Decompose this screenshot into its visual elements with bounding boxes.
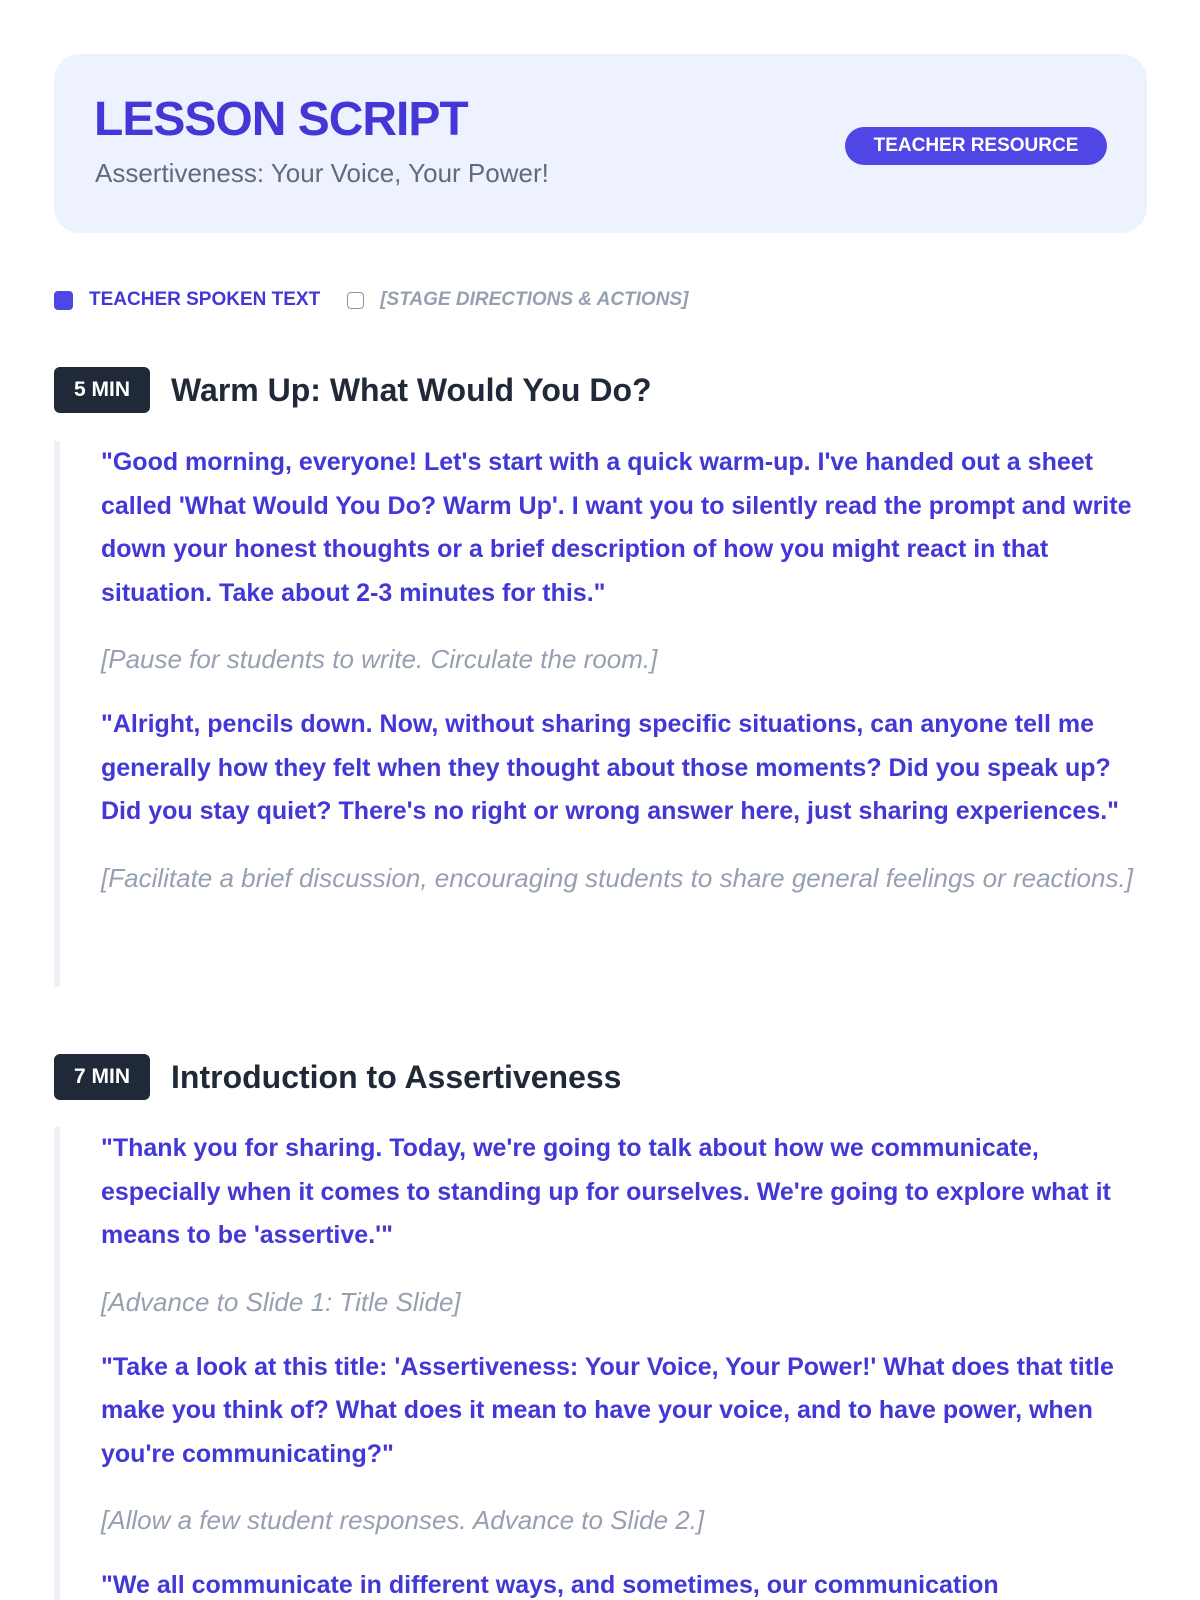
section-header-introduction [54,1054,621,1100]
spoken-text: "Thank you for sharing. Today, we're going to talk about how we communicate, especially when it comes to standing up for ourselves. We're going to explore what it means to be 'assertive.'" [101,1134,1111,1249]
legend [54,288,688,312]
teacher-resource-badge: TEACHER RESOURCE [845,127,1107,165]
lesson-subtitle: Assertiveness: Your Voice, Your Power! [95,158,549,188]
stage-direction: [Advance to Slide 1: Title Slide] [101,1286,461,1317]
legend-spoken-label: TEACHER SPOKEN TEXT [89,289,321,310]
stage-direction: [Allow a few student responses. Advance to Slide 2.] [101,1505,705,1535]
section-header-warm-up [54,367,652,413]
spoken-text: "We all communicate in different ways, and sometimes, our communication [101,1571,999,1599]
stage-directions-swatch [347,292,364,309]
stage-direction: [Facilitate a brief discussion, encouraging students to share general feelings or reactions.] [101,862,1133,893]
script-block-warm-up [54,441,1147,987]
time-badge: 5 MIN [54,367,150,413]
script-block-introduction [54,1127,1147,1600]
legend-stage-label: [STAGE DIRECTIONS & ACTIONS] [380,289,689,310]
page-title: LESSON SCRIPT [94,93,468,146]
section-title: Introduction to Assertiveness [171,1058,622,1095]
spoken-text-swatch [54,291,73,310]
header-card [54,54,1147,233]
spoken-text: "Good morning, everyone! Let's start with a quick warm-up. I've handed out a sheet called 'What Would You Do? Warm Up'. I want you to silently read the prompt and write down your honest thoughts or a brief description of how you might react in that situation. Take about 2-3 minutes for this." [101,448,1132,607]
stage-direction: [Pause for students to write. Circulate the room.] [101,644,658,674]
section-title: Warm Up: What Would You Do? [171,371,652,408]
spoken-text: "Take a look at this title: 'Assertiveness: Your Voice, Your Power!' What does that title make you think of? What does it mean to have your voice, and to have power, when you're communicating?" [101,1352,1114,1468]
time-badge: 7 MIN [54,1054,150,1100]
spoken-text: "Alright, pencils down. Now, without sharing specific situations, can anyone tell me generally how they felt when they thought about those moments? Did you speak up? Did you stay quiet? There's no right or wrong answer here, just sharing experiences." [101,710,1120,825]
